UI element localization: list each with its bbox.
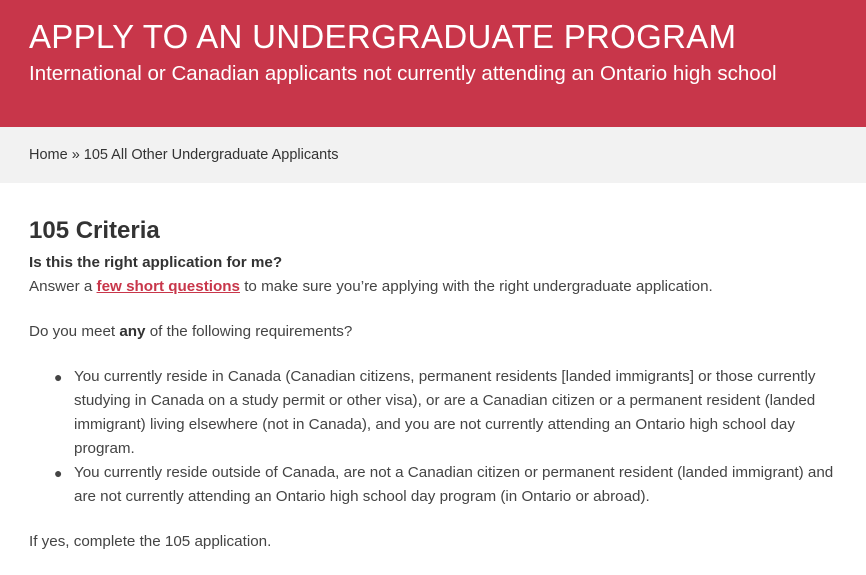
breadcrumb-home-link[interactable]: Home xyxy=(29,147,68,163)
requirements-list xyxy=(29,365,836,509)
answer-paragraph xyxy=(29,275,836,299)
requirements-intro xyxy=(29,320,836,344)
list-item xyxy=(54,461,836,509)
page-header xyxy=(0,0,866,127)
section-title: 105 Criteria xyxy=(29,217,160,244)
requirements-suffix: of the following requirements? xyxy=(145,323,353,340)
breadcrumb-separator: » xyxy=(71,147,80,163)
conclusion-text: If yes, complete the 105 application. xyxy=(29,533,272,550)
question-heading: Is this the right application for me? xyxy=(29,254,283,271)
page-title: APPLY TO AN UNDERGRADUATE PROGRAM xyxy=(29,18,737,55)
requirement-text: You currently reside outside of Canada, are not a Canadian citizen or permanent resident (landed immigrant) and are not currently attending an Ontario high school day program (in Ontario or abroad). xyxy=(74,464,834,505)
breadcrumb-current: 105 All Other Undergraduate Applicants xyxy=(83,147,339,163)
bullet-icon: ● xyxy=(54,369,63,385)
bullet-icon: ● xyxy=(54,465,63,481)
requirement-text: You currently reside in Canada (Canadian citizens, permanent residents [landed immigrants] or those currently studying in Canada on a study permit or other visa), or are a Canadian citizen or a permanent resident (landed immigrant) living elsewhere (not in Canada), and you are not currently attending an Ontario high school day program. xyxy=(74,368,816,457)
requirements-prefix: Do you meet xyxy=(29,323,120,340)
list-item xyxy=(54,365,836,461)
answer-suffix: to make sure you’re applying with the right undergraduate application. xyxy=(239,278,713,295)
answer-prefix: Answer a xyxy=(29,278,97,295)
breadcrumb xyxy=(0,127,866,183)
main-content xyxy=(0,183,866,554)
page-subtitle: International or Canadian applicants not currently attending an Ontario high school xyxy=(29,62,777,85)
few-short-questions-link[interactable]: few short questions xyxy=(96,278,240,295)
requirements-emphasis: any xyxy=(119,323,146,340)
